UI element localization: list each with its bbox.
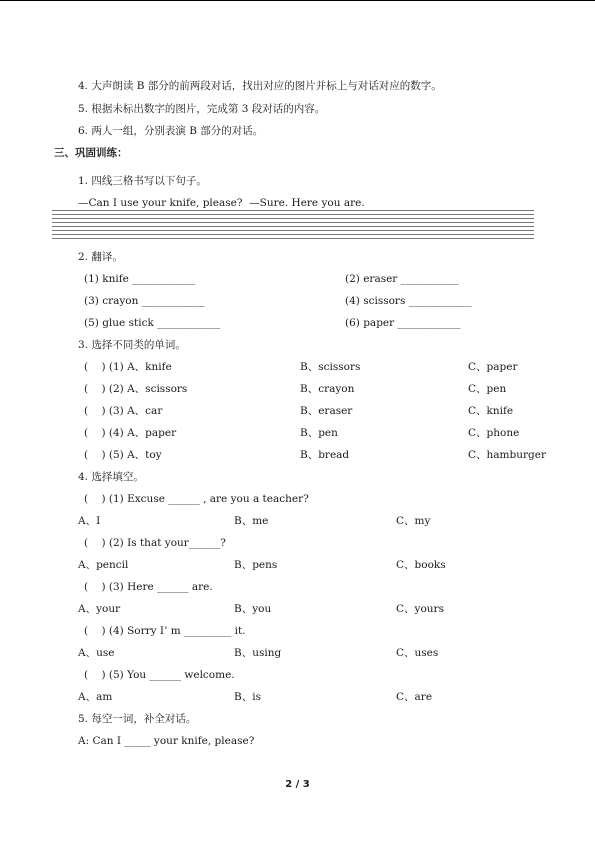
q4-option-b: B、using [234,647,282,659]
q4-option-a: A、use [78,647,115,659]
page-number: 2 / 3 [285,779,310,790]
q4-question: ( ) (1) Excuse ______ , are you a teacher? [84,493,309,505]
q1-title: 1. 四线三格书写以下句子。 [78,175,207,187]
instruction-4: 4. 大声朗读 B 部分的前两段对话，找出对应的图片并标上与对话对应的数字。 [78,80,442,92]
q1-sentence: —Can I use your knife, please? —Sure. Here you are. [78,197,365,209]
q2-title: 2. 翻译。 [78,251,123,263]
q3-option-c: C、paper [468,361,518,373]
q3-question: ( ) (4) A、paper [84,427,177,439]
q4-question: ( ) (3) Here ______ are. [84,581,213,593]
q5-title: 5. 每空一词，补全对话。 [78,713,197,725]
four-line-grid [52,226,534,240]
q4-option-a: A、I [78,515,101,527]
q4-question: ( ) (4) Sorry I’ m _________ it. [84,625,246,637]
q3-option-b: B、eraser [300,405,353,417]
q3-option-b: B、scissors [300,361,361,373]
q4-option-c: C、books [396,559,446,571]
q4-question: ( ) (5) You ______ welcome. [84,669,235,681]
q4-option-c: C、yours [396,603,444,615]
translate-item: (4) scissors ____________ [345,295,472,307]
q3-question: ( ) (1) A、knife [84,361,172,373]
translate-item: (3) crayon ____________ [84,295,205,307]
q3-title: 3. 选择不同类的单词。 [78,339,186,351]
q4-option-c: C、uses [396,647,439,659]
q3-option-c: C、phone [468,427,520,439]
q4-option-a: A、pencil [78,559,129,571]
q4-title: 4. 选择填空。 [78,471,144,483]
q4-option-b: B、pens [234,559,278,571]
instruction-6: 6. 两人一组，分别表演 B 部分的对话。 [78,125,264,137]
q5-dialogue-line: A: Can I _____ your knife, please? [78,735,255,747]
q4-option-a: A、your [78,603,121,615]
q4-option-c: C、are [396,691,433,703]
translate-item: (5) glue stick ____________ [84,317,221,329]
q4-question: ( ) (2) Is that your______? [84,537,226,549]
translate-item: (2) eraser ___________ [345,273,459,285]
translate-item: (1) knife ____________ [84,273,196,285]
translate-item: (6) paper ____________ [345,317,461,329]
q4-option-b: B、me [234,515,269,527]
q3-option-b: B、pen [300,427,338,439]
q3-question: ( ) (2) A、scissors [84,383,188,395]
q3-option-b: B、bread [300,449,350,461]
q3-option-c: C、hamburger [468,449,546,461]
q4-option-a: A、am [78,691,113,703]
four-line-grid [52,210,534,224]
q3-option-c: C、knife [468,405,514,417]
section-title: 三、巩固训练： [54,147,128,159]
q4-option-b: B、you [234,603,272,615]
q4-option-c: C、my [396,515,431,527]
q3-question: ( ) (3) A、car [84,405,163,417]
instruction-5: 5. 根据未标出数字的图片，完成第 3 段对话的内容。 [78,103,326,115]
q4-option-b: B、is [234,691,261,703]
q3-question: ( ) (5) A、toy [84,449,162,461]
q3-option-b: B、crayon [300,383,355,395]
q3-option-c: C、pen [468,383,507,395]
top-border [0,0,595,1]
